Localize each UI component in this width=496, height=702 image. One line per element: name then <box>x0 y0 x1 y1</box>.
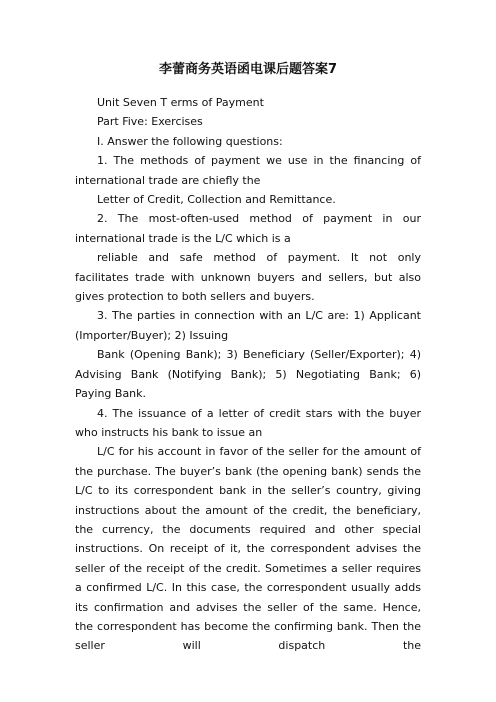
answer-3-paragraph: 3. The parties in connection with an L/C are: 1) Applicant (Importer/Buyer); 2) Issuing <box>75 309 421 342</box>
answer-1-paragraph: 1. The methods of payment we use in the financing of international trade are chiefly the <box>75 154 421 187</box>
answer-4-paragraph: 4. The issuance of a letter of credit stars with the buyer who instructs his bank to issue an <box>75 406 421 439</box>
section-heading: I. Answer the following questions: <box>97 134 283 148</box>
document-title: 李蕾商务英语函电课后题答案7 <box>158 62 338 77</box>
part-heading: Part Five: Exercises <box>97 115 203 129</box>
answer-2-paragraph: 2. The most-often-used method of payment in our international trade is the L/C which is a <box>75 212 421 245</box>
answer-2-continuation: reliable and safe method of payment. It not only facilitates trade with unknown buyers and sellers, but also gives protection to both sellers and buyers. <box>75 251 421 304</box>
answer-4-continuation: L/C for his account in favor of the seller for the amount of the purchase. The buyer’s bank (the opening bank) sends the L/C to its correspondent bank in the seller’s country, giving instructions about the amount of the credit, the beneficiary, the currency, the documents required and other special instructions. On receipt of it, the correspondent advises the seller of the receipt of the credit. Sometimes a seller requires a confirmed L/C. In this case, the correspondent usually adds its confirmation and advises the seller of the same. Hence, the correspondent has become the confirming bank. Then the seller will dispatch the <box>75 445 421 653</box>
answer-1-continuation: Letter of Credit, Collection and Remittance. <box>97 193 336 207</box>
answer-3-continuation: Bank (Opening Bank); 3) Beneficiary (Seller/Exporter); 4) Advising Bank (Notifying Bank); 5) Negotiating Bank; 6) Paying Bank. <box>75 348 421 401</box>
unit-heading: Unit Seven T erms of Payment <box>97 96 264 109</box>
document-body <box>75 93 421 656</box>
